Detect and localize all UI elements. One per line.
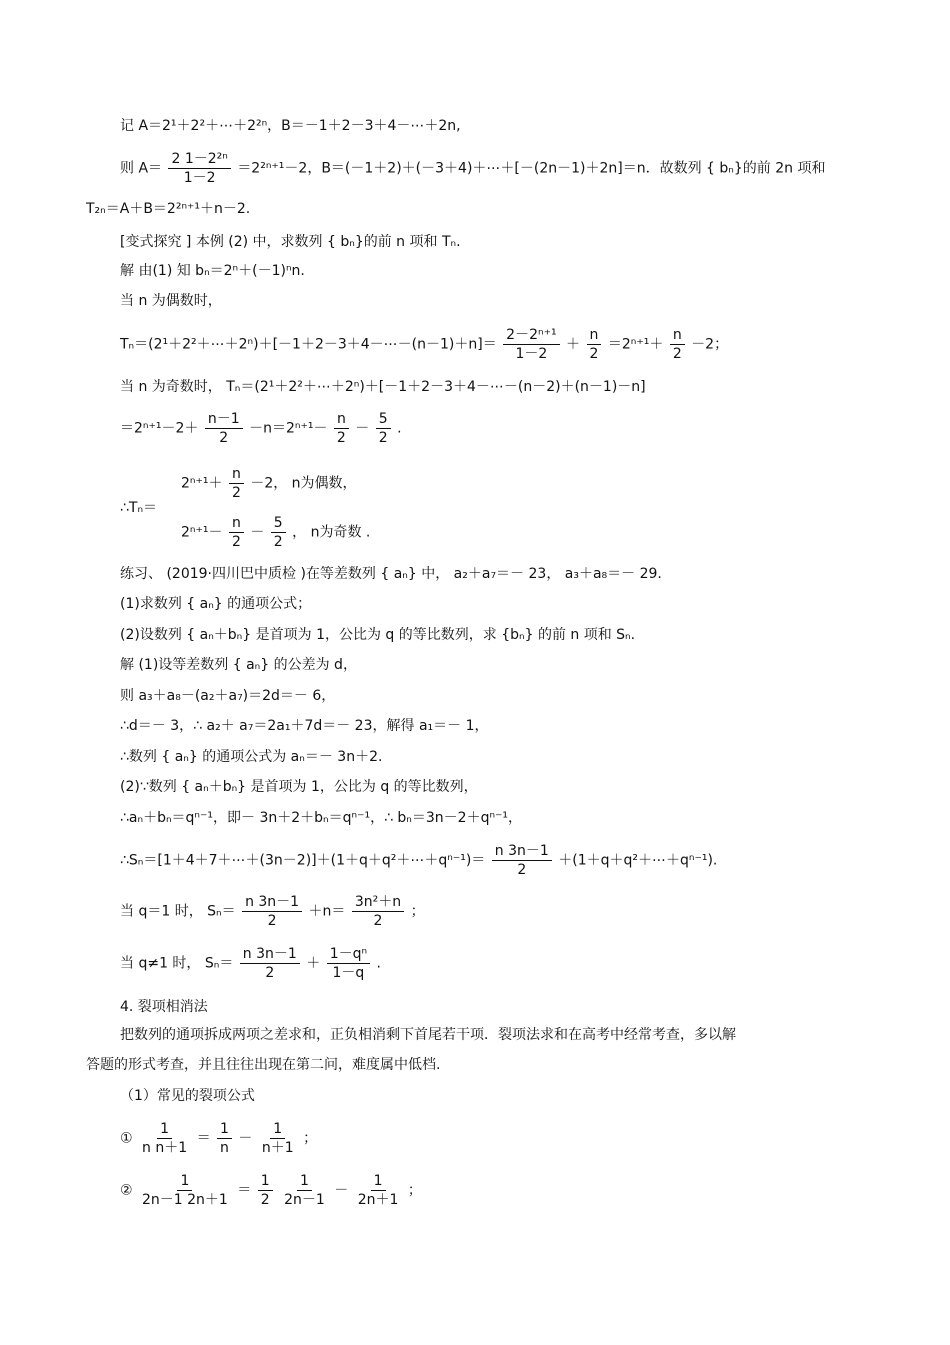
denominator: n — [220, 1140, 229, 1156]
text: 答题的形式考查，并且往往出现在第二问，难度属中低档. — [86, 1057, 441, 1073]
fraction — [376, 410, 391, 447]
fraction — [670, 326, 685, 363]
fraction — [492, 842, 552, 879]
text: (2)∵数列 { aₙ＋bₙ} 是首项为 1，公比为 q 的等比数列， — [120, 779, 478, 795]
numerator: 5 — [376, 410, 391, 429]
text: (2)设数列 { aₙ＋bₙ} 是首项为 1，公比为 q 的等比数列，求 {bₙ} 的前 n 项和 Sₙ. — [120, 627, 636, 643]
numerator: 3n²＋n — [352, 893, 404, 912]
text: 当 q＝1 时， Sₙ＝ — [120, 903, 236, 920]
line-16 — [120, 655, 357, 675]
denominator: 2n－1 — [284, 1192, 325, 1208]
text: . — [376, 955, 381, 972]
fraction — [168, 150, 230, 187]
denominator: 2n－1 2n＋1 — [142, 1192, 228, 1208]
numerator: 1 — [270, 1120, 285, 1139]
denominator: 2 — [231, 485, 241, 501]
formula-2 — [120, 1172, 422, 1209]
text: ＋n＝ — [308, 903, 346, 920]
fraction — [258, 1172, 273, 1209]
fraction — [259, 1120, 297, 1157]
line-2 — [120, 150, 825, 187]
text: －n＝2ⁿ⁺¹－ — [249, 420, 328, 437]
text: － — [238, 1130, 253, 1147]
numerator: 2 1－2²ⁿ — [168, 150, 230, 169]
line-7 — [120, 326, 728, 363]
fraction — [229, 514, 244, 551]
denominator: 1－q — [332, 965, 365, 981]
numerator: n — [334, 410, 349, 429]
denominator: 2 — [378, 430, 388, 446]
fraction — [271, 514, 286, 551]
line-1 — [120, 116, 461, 136]
numerator: n 3n－1 — [242, 893, 302, 912]
text: ＝ — [196, 1130, 211, 1147]
numerator: n — [229, 514, 244, 533]
text: ∴d＝－ 3，∴ a₂＋ a₇＝2a₁＋7d＝－ 23，解得 a₁＝－ 1， — [120, 718, 489, 734]
numerator: n－1 — [205, 410, 243, 429]
line-21 — [120, 808, 522, 828]
fraction — [217, 1120, 232, 1157]
text: － — [250, 524, 265, 541]
line-8 — [120, 377, 646, 397]
numerator: n 3n－1 — [240, 945, 300, 964]
text: 当 q≠1 时， Sₙ＝ — [120, 955, 234, 972]
line-20 — [120, 777, 478, 797]
text: ＋ — [306, 955, 321, 972]
text: 把数列的通项拆成两项之差求和，正负相消剩下首尾若干项．裂项法求和在高考中经常考查，多以解 — [120, 1027, 736, 1043]
formula-1 — [120, 1120, 317, 1157]
line-5 — [120, 261, 305, 281]
numerator: n 3n－1 — [492, 842, 552, 861]
text: 则 a₃＋a₈－(a₂＋a₇)＝2d＝－ 6， — [120, 688, 336, 704]
subsection-heading — [120, 1086, 255, 1106]
denominator: n n＋1 — [142, 1140, 188, 1156]
fraction — [352, 893, 404, 930]
text: ＝2ⁿ⁺¹－2＋ — [120, 420, 199, 437]
denominator: 2 — [336, 430, 346, 446]
text: Tₙ＝(2¹＋2²＋⋯＋2ⁿ)＋[－1＋2－3＋4－⋯－(n－1)＋n]＝ — [120, 336, 497, 353]
text: （1）常见的裂项公式 — [120, 1088, 255, 1104]
numerator: 1 — [371, 1172, 386, 1191]
fraction — [139, 1120, 190, 1157]
denominator: 2 — [273, 534, 283, 550]
line-6 — [120, 291, 222, 311]
numerator: 5 — [271, 514, 286, 533]
text: ； — [410, 903, 425, 920]
numerator: 1 — [177, 1172, 192, 1191]
denominator: 2 — [231, 534, 241, 550]
numerator: 1 — [157, 1120, 172, 1139]
line-18 — [120, 716, 489, 736]
fraction — [240, 945, 300, 982]
denominator: 2 — [373, 913, 383, 929]
line-23 — [120, 893, 425, 930]
line-24 — [120, 945, 381, 982]
text: [变式探究 ] 本例 (2) 中，求数列 { bₙ}的前 n 项和 Tₙ. — [120, 234, 461, 250]
fraction — [503, 326, 559, 363]
fraction — [205, 410, 243, 447]
text: 当 n 为奇数时， Tₙ＝(2¹＋2²＋⋯＋2ⁿ)＋[－1＋2－3＋4－⋯－(n－2)＋(n－1)－n] — [120, 379, 646, 395]
denominator: 2 — [517, 862, 527, 878]
line-9 — [120, 410, 402, 447]
text: ∴Tₙ＝ — [120, 500, 158, 516]
text: ＋ — [566, 336, 581, 353]
denominator: 2 — [260, 1192, 270, 1208]
fraction — [281, 1172, 328, 1209]
line-13 — [120, 564, 662, 584]
text: －2， n为偶数， — [250, 475, 357, 492]
line-11 — [120, 498, 157, 518]
denominator: 1－2 — [515, 346, 548, 362]
text: － — [334, 1182, 349, 1199]
line-4 — [120, 232, 461, 252]
text: ； — [303, 1130, 318, 1147]
text: 4. 裂项相消法 — [120, 999, 208, 1015]
text: ∴数列 { aₙ} 的通项公式为 aₙ＝－ 3n＋2. — [120, 749, 383, 765]
text: 练习、 (2019·四川巴中质检 )在等差数列 { aₙ} 中， a₂＋a₇＝－ 23， a₃＋a₈＝－ 29. — [120, 566, 662, 582]
case-even — [181, 465, 357, 502]
fraction — [242, 893, 302, 930]
text: 2ⁿ⁺¹＋ — [181, 475, 223, 492]
text: 则 A＝ — [120, 160, 163, 177]
numerator: 2－2ⁿ⁺¹ — [503, 326, 559, 345]
text: ＝ — [237, 1182, 252, 1199]
line-26 — [120, 1025, 736, 1045]
text: ∴aₙ＋bₙ＝qⁿ⁻¹，即－ 3n＋2＋bₙ＝qⁿ⁻¹，∴ bₙ＝3n－2＋qⁿ⁻¹， — [120, 810, 523, 826]
case-odd — [181, 514, 370, 551]
denominator: 2 — [589, 346, 599, 362]
line-3 — [86, 199, 250, 219]
text: (1)求数列 { aₙ} 的通项公式； — [120, 596, 312, 612]
text: ＋(1＋q＋q²＋⋯＋qⁿ⁻¹). — [558, 852, 718, 869]
text: 记 A＝2¹＋2²＋⋯＋2²ⁿ，B＝－1＋2－3＋4－⋯＋2n, — [120, 118, 461, 134]
denominator: 2n＋1 — [357, 1192, 399, 1208]
line-19 — [120, 747, 382, 767]
text: ， n为奇数 . — [292, 524, 371, 541]
denominator: n＋1 — [261, 1140, 294, 1156]
text: ＝2²ⁿ⁺¹－2，B＝(－1＋2)＋(－3＋4)＋⋯＋[－(2n－1)＋2n]＝n．故数列 { bₙ}的前 2n 项和 — [237, 160, 826, 177]
fraction — [229, 465, 244, 502]
denominator: 1－2 — [183, 170, 216, 186]
numerator: 1 — [297, 1172, 312, 1191]
denominator: 2 — [267, 913, 277, 929]
line-14 — [120, 594, 311, 614]
denominator: 2 — [265, 965, 275, 981]
line-17 — [120, 686, 335, 706]
text: 当 n 为偶数时， — [120, 293, 222, 309]
text: 解 由(1) 知 bₙ＝2ⁿ＋(－1)ⁿn. — [120, 263, 305, 279]
numerator: n — [670, 326, 685, 345]
text: 解 (1)设等差数列 { aₙ} 的公差为 d， — [120, 657, 357, 673]
numerator: n — [229, 465, 244, 484]
text: － — [355, 420, 370, 437]
fraction — [586, 326, 601, 363]
line-15 — [120, 625, 635, 645]
text: ； — [407, 1182, 422, 1199]
text: ＝2ⁿ⁺¹＋ — [607, 336, 664, 353]
text: T₂ₙ＝A＋B＝2²ⁿ⁺¹＋n－2. — [86, 201, 251, 217]
line-27 — [86, 1055, 440, 1075]
numerator: 1 — [258, 1172, 273, 1191]
denominator: 2 — [219, 430, 229, 446]
fraction — [139, 1172, 231, 1209]
section-heading — [120, 997, 208, 1017]
text: ① — [120, 1130, 133, 1147]
numerator: n — [587, 326, 602, 345]
line-22 — [120, 842, 717, 879]
fraction — [334, 410, 349, 447]
fraction — [327, 945, 370, 982]
numerator: 1 — [217, 1120, 232, 1139]
numerator: 1－qⁿ — [327, 945, 370, 964]
text: 2ⁿ⁺¹－ — [181, 524, 223, 541]
text: ∴Sₙ＝[1＋4＋7＋⋯＋(3n－2)]＋(1＋q＋q²＋⋯＋qⁿ⁻¹)＝ — [120, 852, 486, 869]
denominator: 2 — [672, 346, 682, 362]
text: －2； — [691, 336, 729, 353]
text: . — [397, 420, 402, 437]
fraction — [355, 1172, 402, 1209]
text: ② — [120, 1182, 133, 1199]
